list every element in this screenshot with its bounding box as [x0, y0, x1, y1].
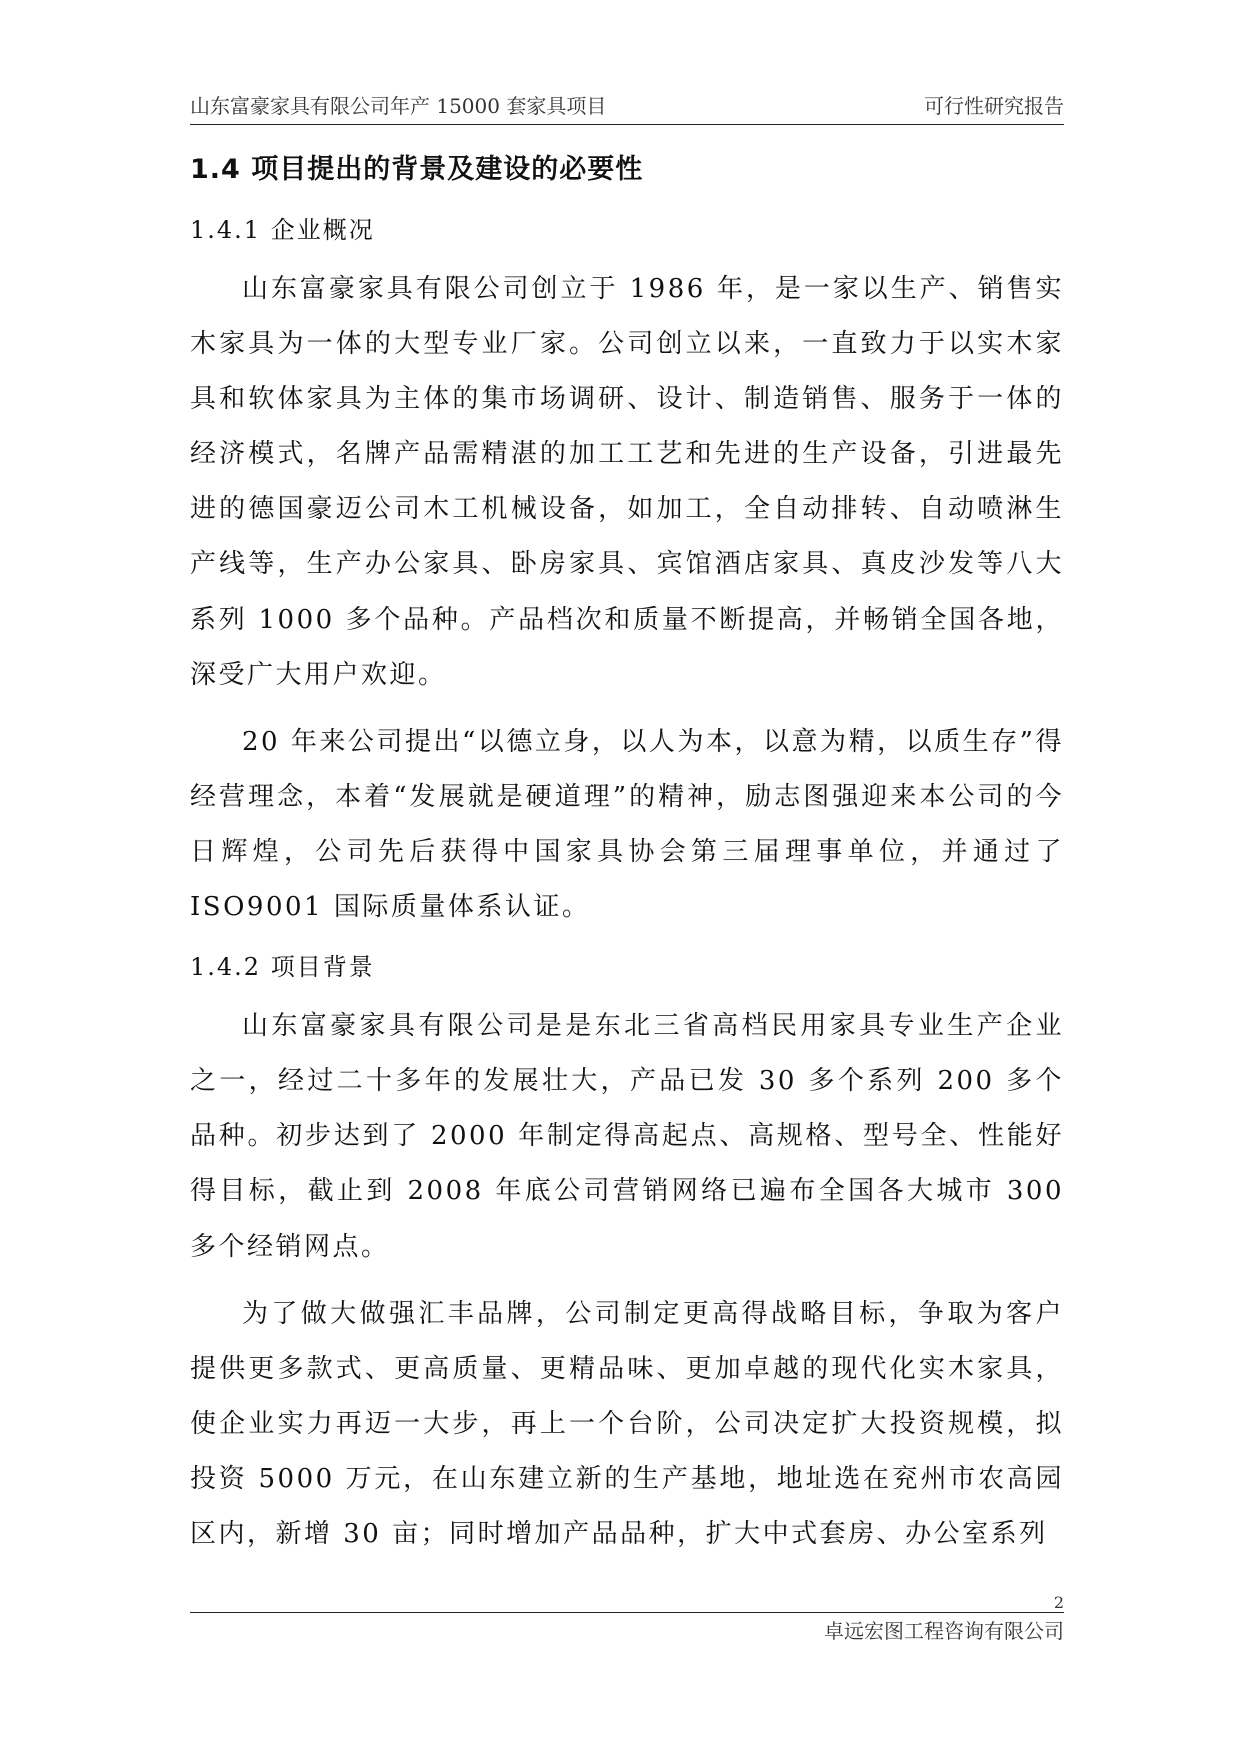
body-paragraph: 为了做大做强汇丰品牌，公司制定更高得战略目标，争取为客户提供更多款式、更高质量、更精品味、更加卓越的现代化实木家具，使企业实力再迈一大步，再上一个台阶，公司决定扩大投资规模，拟投资 5000 万元，在山东建立新的生产基地，地址选在兖州市农高园区内，新增 30 亩；同时增加产品品种，扩大中式套房、办公室系列	[190, 1298, 1064, 1549]
page-number: 2	[1053, 1593, 1064, 1612]
section-heading: 1.4 项目提出的背景及建设的必要性	[190, 154, 644, 185]
header-project-title: 山东富豪家具有限公司年产 15000 套家具项目	[190, 94, 607, 118]
header-report-type: 可行性研究报告	[924, 94, 1064, 118]
page-footer	[190, 1593, 1064, 1643]
subsection-heading: 1.4.1 企业概况	[190, 216, 375, 244]
body-paragraph: 山东富豪家具有限公司是是东北三省高档民用家具专业生产企业之一，经过二十多年的发展壮大，产品已发 30 多个系列 200 多个品种。初步达到了 2000 年制定得高起点、高规格、型号全、性能好得目标，截止到 2008 年底公司营销网络已遍布全国各大城市 300 多个经销网点。	[190, 1011, 1064, 1262]
subsection-project-background	[190, 947, 1064, 1562]
body-paragraph: 20 年来公司提出“以德立身，以人为本，以意为精，以质生存”得经营理念，本着“发展就是硬道理”的精神，励志图强迎来本公司的今日辉煌，公司先后获得中国家具协会第三届理事单位，并通过了 ISO9001 国际质量体系认证。	[190, 726, 1064, 923]
subsection-heading: 1.4.2 项目背景	[190, 953, 375, 982]
footer-organization: 卓远宏图工程咨询有限公司	[824, 1619, 1064, 1643]
page-header	[190, 88, 1064, 125]
subsection-company-overview	[190, 210, 1064, 935]
body-paragraph: 山东富豪家具有限公司创立于 1986 年，是一家以生产、销售实木家具为一体的大型专业厂家。公司创立以来，一直致力于以实木家具和软体家具为主体的集市场调研、设计、制造销售、服务于一体的经济模式，名牌产品需精湛的加工工艺和先进的生产设备，引进最先进的德国豪迈公司木工机械设备，如加工，全自动排转、自动喷淋生产线等，生产办公家具、卧房家具、宾馆酒店家具、真皮沙发等八大系列 1000 多个品种。产品档次和质量不断提高，并畅销全国各地，深受广大用户欢迎。	[190, 274, 1064, 690]
page-body	[190, 150, 1064, 1574]
